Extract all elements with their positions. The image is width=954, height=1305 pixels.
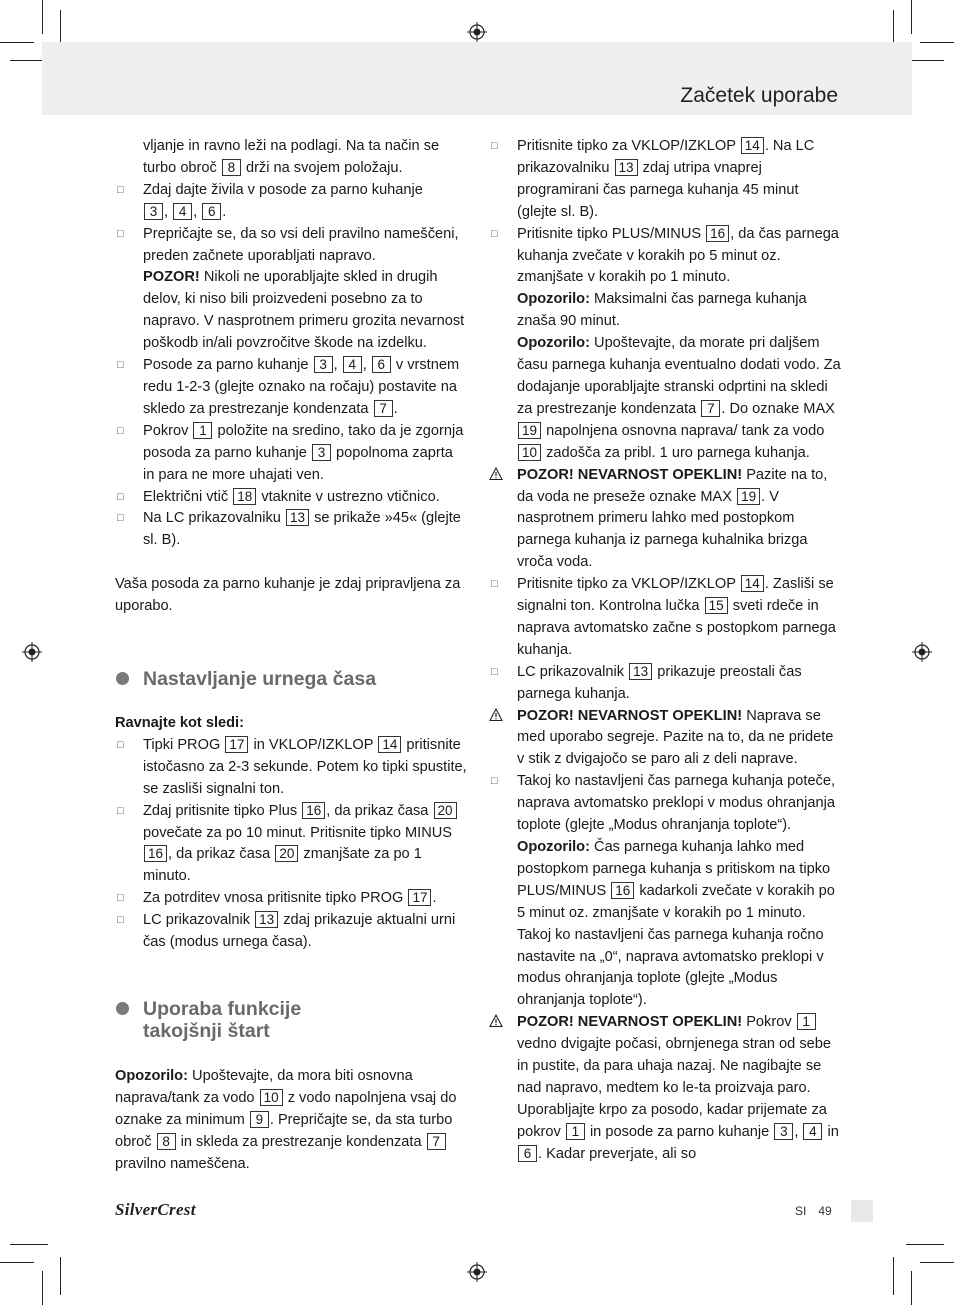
- list-item: □ Tipki PROG 17 in VKLOP/IZKLOP 14 pritisnite istočasno za 2-3 sekunde. Potem ko tipki spustite, se zasliši signalni ton.: [117, 736, 467, 797]
- registration-mark-icon: [467, 22, 487, 42]
- crop-mark: [60, 1257, 61, 1295]
- crop-mark: [911, 0, 912, 34]
- checkbox-bullet-icon: □: [117, 738, 124, 751]
- warning-item: POZOR! NEVARNOST OPEKLIN! Pazite na to, da voda ne preseže oznake MAX 19 . V nasprotnem primeru lahko med postopkom parnega kuhanja iz parnega kuhalnika brizga vroča voda.: [489, 465, 841, 575]
- registration-mark-icon: [22, 642, 42, 662]
- bullet-dot-icon: [116, 672, 129, 685]
- paragraph: Vaša posoda za parno kuhanje je zdaj pripravljena za uporabo.: [115, 576, 461, 615]
- sub-heading: Ravnajte kot sledi:: [115, 715, 244, 732]
- warning-triangle-icon: [489, 1014, 503, 1028]
- brand-logo: SilverCrest: [115, 1200, 196, 1219]
- checkbox-bullet-icon: □: [491, 665, 498, 678]
- checkbox-bullet-icon: □: [117, 804, 124, 817]
- bullet-dot-icon: [116, 1002, 129, 1015]
- list-item: □ Takoj ko nastavljeni čas parnega kuhanja poteče, naprava avtomatsko preklopi v modus ohranjanja toplote (glejte „Modus ohranjanja toplote“). Opozorilo: Čas parnega kuhanja lahko med postopkom parnega kuhanja s pritiskom na tipko PLUS/MINUS 16 kadarkoli zvečate v korakih po 5 minut oz. zmanjšate v korakih po 1 minuto. Takoj ko nastavljeni čas parnega kuhanja ročno nastavite na „0“, naprava avtomatsko preklopi v modus ohranjanja toplote (glejte „Modus ohranjanja toplote“).: [491, 773, 836, 1009]
- list-item: □ Zdaj pritisnite tipko Plus 16 , da prikaz časa 20 povečate za po 10 minut. Pritisnite tipko MINUS 16 , da prikaz časa 20 zmanjšate za po 1 minuto.: [115, 801, 467, 889]
- crop-mark: [0, 1262, 34, 1263]
- checkbox-bullet-icon: □: [117, 227, 124, 240]
- checkbox-bullet-icon: □: [117, 914, 124, 927]
- list-item: □ LC prikazovalnik 13 prikazuje preostali čas parnega kuhanja.: [491, 663, 802, 702]
- crop-mark: [920, 1262, 954, 1263]
- checkbox-bullet-icon: □: [491, 775, 498, 788]
- list-item: □ Posode za parno kuhanje 3 , 4 , 6 v vrstnem redu 1-2-3 (glejte oznako na ročaju) postavite na skledo za prestrezanje kondenzata 7 .: [117, 357, 460, 417]
- checkbox-bullet-icon: □: [117, 359, 124, 372]
- warning-triangle-icon: [489, 708, 503, 722]
- list-item: □ Prepričajte se, da so vsi deli pravilno nameščeni, preden začnete uporabljati napravo. POZOR! Nikoli ne uporabljajte skled in drugih delov, ki niso bili proizvedeni posebno za to napravo. V nasprotnem primeru grozita nevarnost poškodb in/ali povzročitve škode na izdelku.: [117, 225, 465, 352]
- warning-item: POZOR! NEVARNOST OPEKLIN! Pokrov 1 vedno dvigajte počasi, obrnjenega stran od sebe in pustite, da para uhaja nazaj. Ne nagibajte se nad napravo, medtem ko le-ta proizvaja paro. Uporabljajte krpo za posodo, kadar prijemate za pokrov 1 in posode za parno kuhanje 3 , 4 in 6 . Kadar preverjate, ali so: [489, 1012, 841, 1165]
- right-column: [489, 136, 841, 1166]
- crop-mark: [911, 1271, 912, 1305]
- language-code: SI: [795, 1204, 807, 1218]
- checkbox-bullet-icon: □: [117, 183, 124, 196]
- checkbox-bullet-icon: □: [491, 578, 498, 591]
- list-item: □ Zdaj dajte živila v posode za parno kuhanje 3 , 4 , 6 .: [117, 181, 423, 220]
- crop-mark: [920, 42, 954, 43]
- crop-mark: [10, 1244, 48, 1245]
- checkbox-bullet-icon: □: [117, 512, 124, 525]
- footer-band: [851, 1200, 873, 1222]
- warning-item: POZOR! NEVARNOST OPEKLIN! Naprava se med uporabo segreje. Pazite na to, da ne pridete v stik z dvigajočo se paro ali z deli naprave.: [489, 706, 841, 772]
- checkbox-bullet-icon: □: [117, 892, 124, 905]
- warning-triangle-icon: [489, 467, 503, 481]
- section-heading: Nastavljanje urnega časa: [115, 668, 467, 690]
- section-heading: Uporaba funkcije takojšnji štart: [115, 998, 467, 1042]
- list-item: □ Pokrov 1 položite na sredino, tako da je zgornja posoda za parno kuhanje 3 popolnoma zaprta in para ne more uhajati ven.: [117, 422, 464, 483]
- crop-mark: [0, 42, 34, 43]
- list-item: □ Pritisnite tipko PLUS/MINUS 16 , da čas parnega kuhanja zvečate v korakih po 5 minut oz. zmanjšate v korakih po 1 minuto. Opozorilo: Maksimalni čas parnega kuhanja znaša 90 minut. Opozorilo: Upoštevajte, da morate pri daljšem času parnega kuhanja eventualno dodati vodo. Za dodajanje uporabljajte stranski odprtini na skledi za prestrezanje kondenzata 7 . Do oznake MAX 19 napolnjena osnovna naprava/ tank za vodo 10 zadošča za pribl. 1 uro parnega kuhanja.: [491, 225, 841, 461]
- page-title: Začetek uporabe: [680, 84, 838, 107]
- note-paragraph: Opozorilo: Upoštevajte, da mora biti osnovna naprava/tank za vodo 10 z vodo napolnjena vsaj do oznake za minimum 9 . Prepričajte se, da sta turbo obroč 8 in skleda za prestrezanje kondenzata 7 pravilno nameščena.: [115, 1068, 457, 1172]
- checkbox-bullet-icon: □: [117, 490, 124, 503]
- crop-mark: [893, 1257, 894, 1295]
- list-item: □ Pritisnite tipko za VKLOP/IZKLOP 14 . Zasliši se signalni ton. Kontrolna lučka 15 sveti rdeče in naprava avtomatsko začne s postopkom parnega kuhanja.: [491, 576, 836, 658]
- list-item: □ Za potrditev vnosa pritisnite tipko PROG 17 .: [115, 888, 467, 910]
- page-number: [795, 1204, 844, 1218]
- checkbox-bullet-icon: □: [491, 227, 498, 240]
- left-column: [115, 136, 467, 1176]
- registration-mark-icon: [467, 1262, 487, 1282]
- list-item: □ Električni vtič 18 vtaknite v ustrezno vtičnico.: [115, 487, 467, 509]
- list-item: □ Pritisnite tipko za VKLOP/IZKLOP 14 . Na LC prikazovalniku 13 zdaj utripa vnaprej programirani čas parnega kuhanja 45 minut (glejte sl. B).: [491, 138, 815, 220]
- page-number-value: 49: [818, 1204, 832, 1218]
- registration-mark-icon: [912, 642, 932, 662]
- list-item: □ Na LC prikazovalniku 13 se prikaže »45« (glejte sl. B).: [117, 510, 461, 549]
- checkbox-bullet-icon: □: [117, 424, 124, 437]
- crop-mark: [42, 0, 43, 34]
- crop-mark: [906, 1244, 944, 1245]
- paragraph: vljanje in ravno leži na podlagi. Na ta način se turbo obroč 8 drži na svojem položaju.: [143, 138, 440, 176]
- crop-mark: [42, 1271, 43, 1305]
- checkbox-bullet-icon: □: [491, 140, 498, 152]
- list-item: □ LC prikazovalnik 13 zdaj prikazuje aktualni urni čas (modus urnega časa).: [117, 912, 456, 951]
